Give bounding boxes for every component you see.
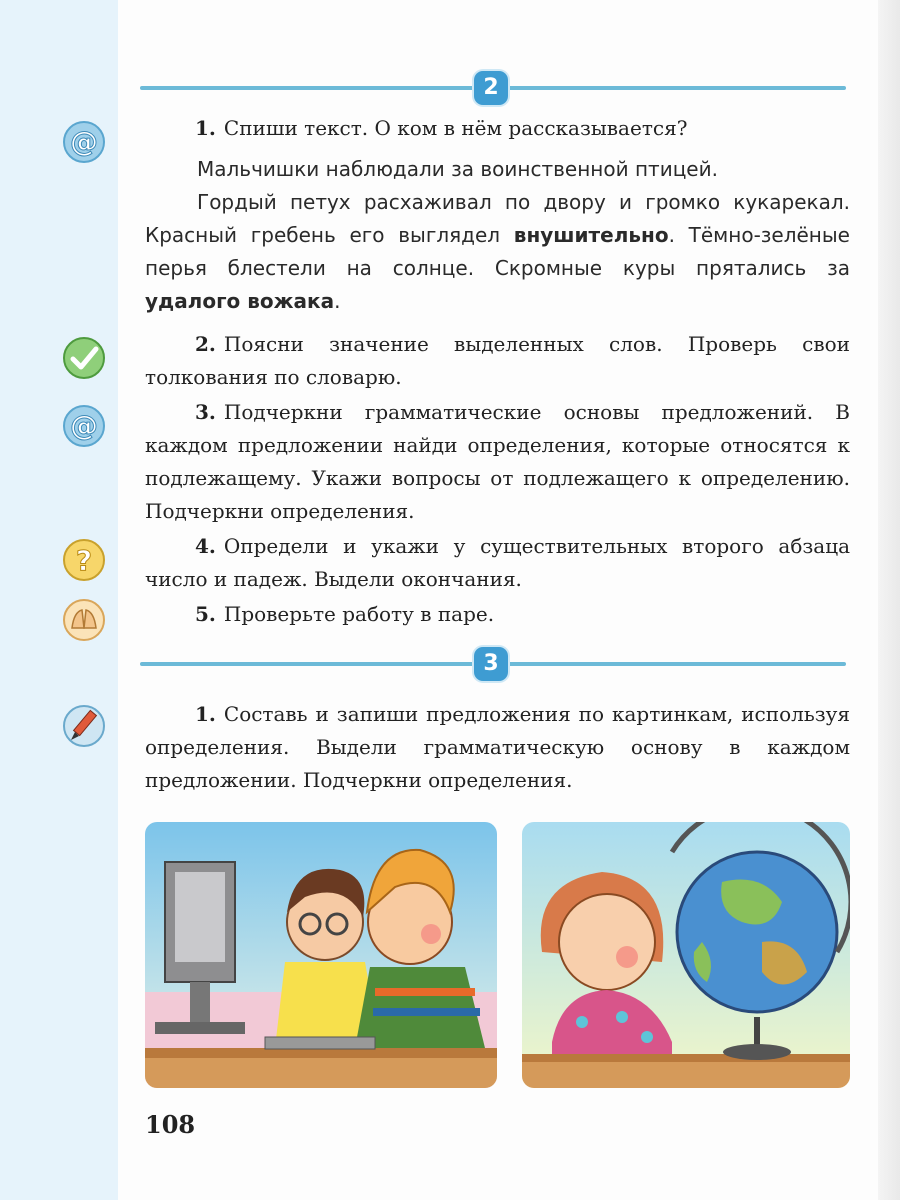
illustration-globe xyxy=(522,822,850,1088)
story-text-c: . xyxy=(334,289,341,313)
svg-text:@: @ xyxy=(70,409,98,442)
task-text: Проверьте работу в паре. xyxy=(223,602,495,626)
task-2-3 xyxy=(145,396,850,528)
task-number: 1. xyxy=(195,702,216,726)
task-number: 1. xyxy=(195,116,216,140)
illustration-computer xyxy=(145,822,497,1088)
story-text-a: Гордый петух расхаживал по двору и громко кукарекал. Красный гребень его выглядел xyxy=(145,190,850,247)
question-icon xyxy=(62,538,106,582)
task-text: Составь и запиши предложения по картинкам, используя определения. Выдели грамматическую основу в каждом предложении. Подчеркни определения. xyxy=(145,702,850,792)
task-2-5 xyxy=(145,598,850,631)
task-text: Поясни значение выделенных слов. Проверь свои толкования по словарю. xyxy=(145,332,850,389)
task-2-4 xyxy=(145,530,850,596)
story-paragraph-1: Мальчишки наблюдали за воинственной птицей. xyxy=(197,157,718,181)
task-number: 5. xyxy=(195,602,216,626)
task-2-1 xyxy=(145,112,850,145)
task-text: Спиши текст. О ком в нём рассказывается? xyxy=(223,116,688,140)
task-number: 2. xyxy=(195,332,216,356)
pair-hands-icon xyxy=(62,598,106,642)
section-3-badge: 3 xyxy=(474,647,508,681)
task-number: 4. xyxy=(195,534,216,558)
svg-text:@: @ xyxy=(70,125,98,158)
at-sign-icon xyxy=(62,404,106,448)
task-3-1 xyxy=(145,698,850,797)
story-paragraph-2 xyxy=(145,186,850,318)
task-text: Определи и укажи у существительных второго абзаца число и падеж. Выдели окончания. xyxy=(145,534,850,591)
section-2-badge: 2 xyxy=(474,71,508,105)
highlighted-word-2: удалого вожака xyxy=(145,289,335,313)
pencil-icon xyxy=(62,704,106,748)
svg-text:?: ? xyxy=(75,544,93,577)
task-text: Подчеркни грамматические основы предложений. В каждом предложении найди определения, которые относятся к подлежащему. Укажи вопросы от подлежащего к определению. Подчеркни определения. xyxy=(145,400,850,523)
story-text xyxy=(145,153,850,318)
story-text-b: . Тёмно-зелёные перья блестели на солнце. Скромные куры прятались за xyxy=(145,223,850,280)
checkmark-icon xyxy=(62,336,106,380)
page-edge xyxy=(878,0,900,1200)
page-number: 108 xyxy=(145,1110,196,1139)
task-number: 3. xyxy=(195,400,216,424)
at-sign-icon xyxy=(62,120,106,164)
task-2-2 xyxy=(145,328,850,394)
highlighted-word-1: внушительно xyxy=(513,223,669,247)
